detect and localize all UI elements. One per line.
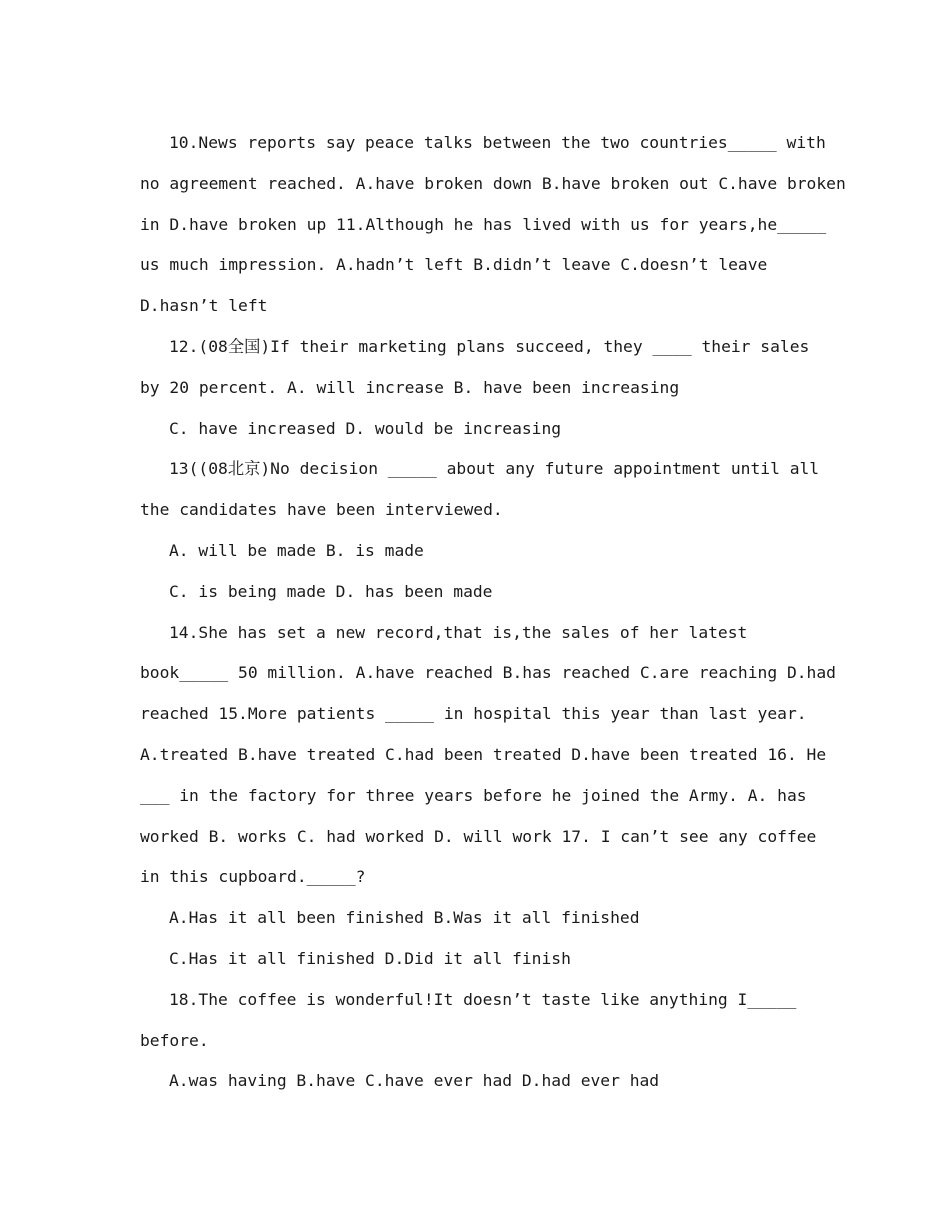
text-line: A. will be made B. is made bbox=[169, 540, 424, 560]
text-line: C. is being made D. has been made bbox=[169, 581, 493, 601]
text-line: ___ in the factory for three years before he joined the Army. A. has bbox=[140, 785, 807, 805]
text-line: 18.The coffee is wonderful!It doesn’t taste like anything I_____ bbox=[169, 989, 797, 1009]
text-line: book_____ 50 million. A.have reached B.has reached C.are reaching D.had bbox=[140, 663, 836, 683]
text-line: us much impression. A.hadn’t left B.didn’t leave C.doesn’t leave bbox=[140, 255, 768, 275]
text-line: the candidates have been interviewed. bbox=[140, 500, 503, 520]
text-line: in D.have broken up 11.Although he has lived with us for years,he_____ bbox=[140, 214, 827, 234]
text-line: reached 15.More patients _____ in hospital this year than last year. bbox=[140, 704, 807, 724]
text-line: C.Has it all finished D.Did it all finish bbox=[169, 948, 571, 968]
text-line: C. have increased D. would be increasing bbox=[169, 418, 562, 438]
text-line: 12.(08全国)If their marketing plans succeed, they ____ their sales bbox=[169, 336, 810, 356]
text-line: 10.News reports say peace talks between the two countries_____ with bbox=[169, 133, 826, 152]
text-line: before. bbox=[140, 1030, 209, 1050]
text-line: no agreement reached. A.have broken down B.have broken out C.have broken bbox=[140, 173, 846, 193]
text-line: 14.She has set a new record,that is,the sales of her latest bbox=[169, 622, 748, 642]
text-line: D.hasn’t left bbox=[140, 296, 268, 316]
question-text-block bbox=[140, 123, 846, 1102]
text-line: 13((08北京)No decision _____ about any future appointment until all bbox=[169, 459, 820, 479]
text-line: A.Has it all been finished B.Was it all finished bbox=[169, 908, 640, 928]
text-line: A.treated B.have treated C.had been treated D.have been treated 16. He bbox=[140, 744, 827, 764]
text-line: by 20 percent. A. will increase B. have been increasing bbox=[140, 377, 680, 397]
text-line: worked B. works C. had worked D. will work 17. I can’t see any coffee bbox=[140, 826, 817, 846]
text-line: in this cupboard._____? bbox=[140, 867, 366, 887]
text-line: A.was having B.have C.have ever had D.had ever had bbox=[169, 1071, 660, 1091]
